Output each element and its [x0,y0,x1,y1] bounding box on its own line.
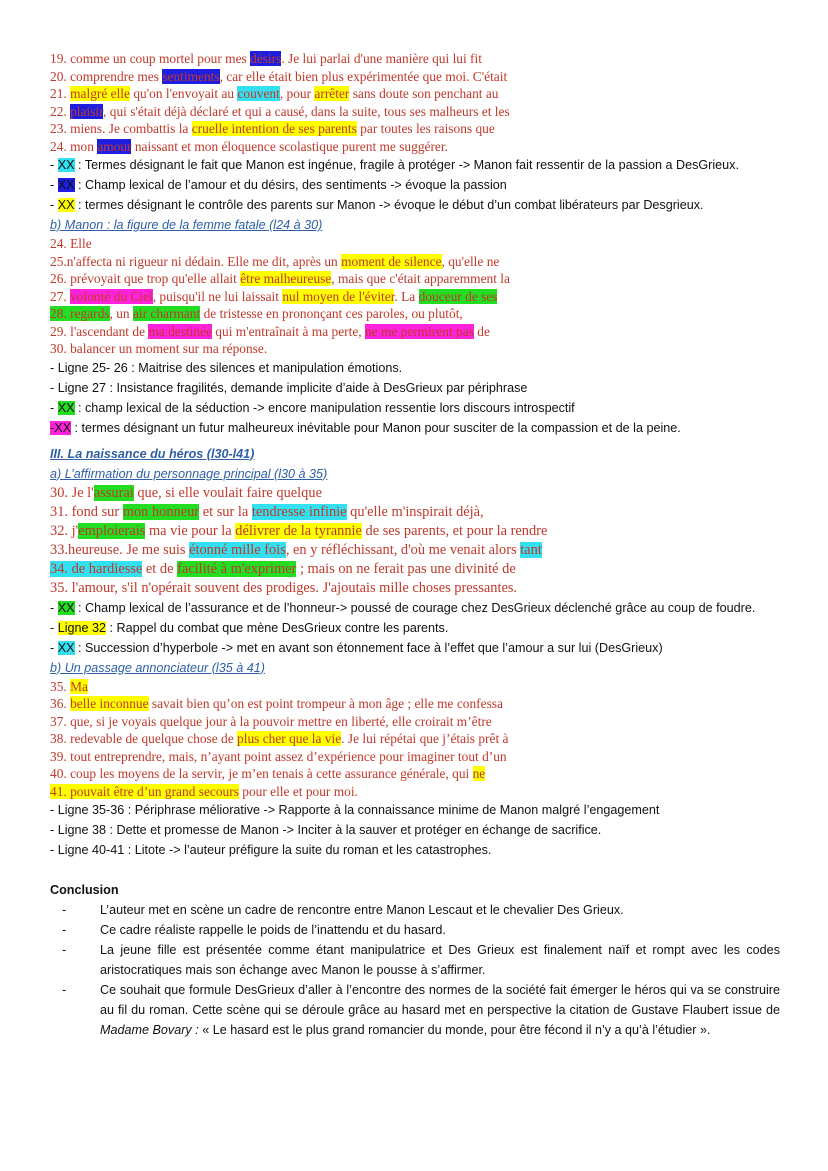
quote-line-21: 21. malgré elle qu'on l'envoyait au couvent, pour arrêter sans doute son penchant au [50,86,499,101]
quote-line-30b: 30. Je l'assurai que, si elle voulait faire quelque [50,484,322,501]
note-assurance: - XX : Champ lexical de l’assurance et de l’honneur-> poussé de courage chez DesGrieux déclenché grâce au coup de foudre. [50,600,756,615]
quote-line-31: 31. fond sur mon honneur et sur la tendresse infinie qu'elle m'inspirait déjà, [50,503,484,520]
conclusion-list [50,900,780,1040]
note-seduction: - XX : champ lexical de la séduction -> encore manipulation ressentie lors discours introspectif [50,400,575,415]
quote-line-40: 40. coup les moyens de la servir, je m’en tenais à cette assurance générale, qui ne [50,766,486,781]
quote-line-20: 20. comprendre mes sentiments, car elle était bien plus expérimentée que moi. C'était [50,68,508,84]
quote-line-30: 30. balancer un moment sur ma réponse. [50,341,268,356]
notes-block-2 [50,358,780,438]
quote-line-27: 27. volonté du Ciel, puisqu'il ne lui laissait nul moyen de l'éviter. La douceur de ses [50,288,498,304]
quote-block-3 [50,484,780,598]
heading-naissance-heros: III. La naissance du héros (l30-l41) [50,446,255,461]
heading-femme-fatale: b) Manon : la figure de la femme fatale (l24 à 30) [50,218,323,232]
conclusion-item: - Ce cadre réaliste rappelle le poids de l’inattendu et du hasard. [62,923,446,937]
quote-line-41: 41. pouvait être d’un grand secours pour elle et pour moi. [50,783,358,799]
quote-block-2 [50,235,780,358]
heading-passage-annonciateur: b) Un passage annonciateur (l35 à 41) [50,660,265,675]
notes-block-4 [50,800,780,860]
quote-line-38: 38. redevable de quelque chose de plus cher que la vie. Je lui répétai que j’étais prêt à [50,731,509,746]
quote-line-37: 37. que, si je voyais quelque jour à la pouvoir mettre en liberté, elle croirait m’être [50,713,492,729]
quote-line-28: 28. regards, un air charmant de tristesse en prononçant ces paroles, ou plutôt, [50,306,463,321]
quote-line-35b: 35. Ma [50,678,88,694]
conclusion-title: Conclusion [50,883,119,897]
note-futur-malheureux: -XX : termes désignant un futur malheureux inévitable pour Manon pour susciter de la compassion et de la peine. [50,420,681,435]
quote-line-24: 24. mon amour naissant et mon éloquence scolastique purent me suggérer. [50,138,448,154]
conclusion-item: - La jeune fille est présentée comme étant manipulatrice et Des Grieux est finalement naïf et rompt avec les codes aristocratiques mais son échange avec Manon le pousse à s’affirmer. [62,943,780,977]
heading-affirmation: a) L’affirmation du personnage principal (l30 à 35) [50,466,328,481]
note-ligne-35-36: - Ligne 35-36 : Périphrase méliorative -> Rapporte à la connaissance minime de Manon malgré l’engagement [50,803,660,817]
quote-line-24b: 24. Elle [50,236,92,251]
quote-line-23: 23. miens. Je combattis la cruelle intention de ses parents par toutes les raisons que [50,121,495,136]
note-amour: - XX : Champ lexical de l’amour et du désirs, des sentiments -> évoque la passion [50,178,507,192]
note-ligne-40-41: - Ligne 40-41 : Litote -> l’auteur préfigure la suite du roman et les catastrophes. [50,843,492,857]
note-ligne-27: - Ligne 27 : Insistance fragilités, demande implicite d’aide à DesGrieux par périphrase [50,380,528,395]
note-ligne-32: - Ligne 32 : Rappel du combat que mène DesGrieux contre les parents. [50,620,449,635]
quote-block-1 [50,50,780,155]
document-page [50,50,780,1040]
notes-block-1 [50,155,780,215]
note-ligne-38: - Ligne 38 : Dette et promesse de Manon -> Inciter à la sauver et protéger en échange de sacrifice. [50,823,602,837]
quote-line-25: 25.n'affecta ni rigueur ni dédain. Elle me dit, après un moment de silence, qu'elle ne [50,253,500,269]
book-title: Madame Bovary : [100,1023,199,1037]
note-ligne-25-26: - Ligne 25- 26 : Maitrise des silences et manipulation émotions. [50,360,403,375]
note-hyperbole: - XX : Succession d’hyperbole -> met en avant son étonnement face à l’effet que l’amour a sur lui (DesGrieux) [50,640,663,655]
quote-line-26: 26. prévoyait que trop qu'elle allait être malheureuse, mais que c'était apparemment la [50,271,510,286]
quote-line-33: 33.heureuse. Je me suis étonné mille fois, en y réfléchissant, d'où me venait alors tant [50,541,542,558]
quote-block-4 [50,678,780,801]
note-parents: - XX : termes désignant le contrôle des parents sur Manon -> évoque le début d’un combat libérateurs par Desgrieux. [50,198,704,212]
quote-line-19: 19. comme un coup mortel pour mes désirs. Je lui parlai d'une manière qui lui fit [50,51,482,66]
note-ingenue: - XX : Termes désignant le fait que Manon est ingénue, fragile à protéger -> Manon fait ressentir de la passion a DesGrieux. [50,158,739,172]
quote-line-32: 32. j'emploierais ma vie pour la délivrer de la tyrannie de ses parents, et pour la rendre [50,522,548,539]
conclusion-item: - L’auteur met en scène un cadre de rencontre entre Manon Lescaut et le chevalier Des Grieux. [62,903,624,917]
conclusion-item: - Ce souhait que formule DesGrieux d’aller à l’encontre des normes de la société fait émerger le héros qui va se construire au fil du roman. Cette scène qui se déroule grâce au hasard met en perspective la citation de Gustave Flaubert issue de Madame Bovary : « Le hasard est le plus grand romancier du monde, pour être fécond il n’y a qu’à l’étudier ». [62,983,780,1037]
quote-line-35: 35. l'amour, s'il n'opérait souvent des prodiges. J'ajoutais mille choses pressantes. [50,579,518,596]
quote-line-22: 22. plaisir, qui s'était déjà déclaré et qui a causé, dans la suite, tous ses malheurs et les [50,103,510,119]
quote-line-29: 29. l'ascendant de ma destinée qui m'entraînait à ma perte, ne me permirent pas de [50,323,490,339]
quote-line-39: 39. tout entreprendre, mais, n’ayant point assez d’expérience pour imaginer tout d’un [50,748,507,764]
quote-line-36: 36. belle inconnue savait bien qu’on est point trompeur à mon âge ; elle me confessa [50,696,503,711]
notes-block-3 [50,598,780,658]
quote-line-34: 34. de hardiesse et de facilité à m'exprimer ; mais on ne ferait pas une divinité de [50,560,516,577]
